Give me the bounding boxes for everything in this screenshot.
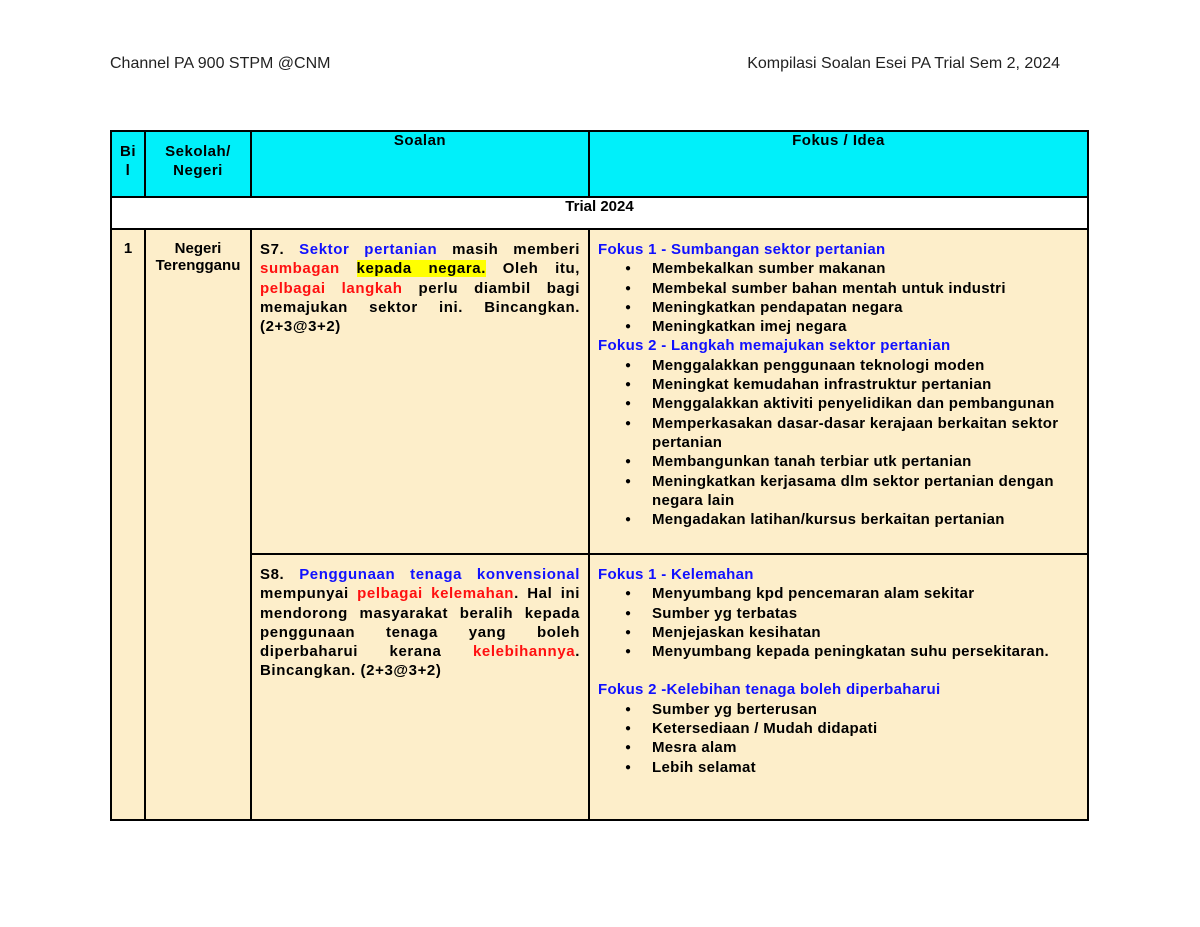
table-row [111, 229, 1088, 554]
fokus-title: Fokus 1 - Kelemahan [598, 566, 754, 583]
fokus-s8 [589, 554, 1088, 820]
list-item: ● Mesra alam [652, 738, 1079, 757]
list-item: ● Menggalakkan aktiviti penyelidikan dan pembangunan [652, 394, 1079, 413]
col-bil-header: Bil [111, 131, 145, 197]
question-s8: S8. Penggunaan tenaga konvensional mempunyai pelbagai kelemahan. Hal ini mendorong masyarakat beralih kepada penggunaan tenaga yang boleh diperbaharui kerana kelebihannya. Bincangkan. (2+3@3+2) [251, 554, 589, 820]
fokus-list [598, 356, 1079, 530]
col-fokus-header: Fokus / Idea [589, 131, 1088, 197]
table-header-row [111, 131, 1088, 197]
page-header-right: Kompilasi Soalan Esei PA Trial Sem 2, 2024 [747, 55, 1060, 72]
list-item: ● Meningkatkan pendapatan negara [652, 298, 1079, 317]
col-soalan-header: Soalan [251, 131, 589, 197]
list-item: ● Meningkatkan imej negara [652, 317, 1079, 336]
list-item: ● Membangunkan tanah terbiar utk pertanian [652, 452, 1079, 471]
list-item: ● Meningkatkan kerjasama dlm sektor pertanian dengan negara lain [652, 472, 1079, 511]
section-title: Trial 2024 [111, 197, 1088, 229]
row-bil: 1 [111, 229, 145, 820]
list-item: ● Ketersediaan / Mudah didapati [652, 719, 1079, 738]
page-header-left: Channel PA 900 STPM @CNM [110, 55, 331, 72]
list-item: ● Meningkat kemudahan infrastruktur pertanian [652, 375, 1079, 394]
list-item: ● Mengadakan latihan/kursus berkaitan pertanian [652, 510, 1079, 529]
list-item: ● Sumber yg berterusan [652, 700, 1079, 719]
list-item: ● Sumber yg terbatas [652, 604, 1079, 623]
list-item: ● Membekalkan sumber makanan [652, 259, 1079, 278]
fokus-list [598, 259, 1079, 336]
fokus-list [598, 584, 1079, 661]
essay-table [110, 130, 1089, 821]
col-sekolah-header: Sekolah/ Negeri [145, 131, 251, 197]
list-item: ● Memperkasakan dasar-dasar kerajaan berkaitan sektor pertanian [652, 414, 1079, 453]
fokus-title: Fokus 2 - Langkah memajukan sektor pertanian [598, 337, 951, 355]
list-item: ● Menggalakkan penggunaan teknologi moden [652, 356, 1079, 375]
list-item: ● Menyumbang kpd pencemaran alam sekitar [652, 584, 1079, 603]
list-item: ● Menjejaskan kesihatan [652, 623, 1079, 642]
list-item: ● Menyumbang kepada peningkatan suhu persekitaran. [652, 642, 1079, 661]
fokus-title: Fokus 1 - Sumbangan sektor pertanian [598, 241, 886, 258]
fokus-list [598, 700, 1079, 777]
list-item: ● Membekal sumber bahan mentah untuk industri [652, 279, 1079, 298]
question-s7: S7. Sektor pertanian masih memberi sumbagan kepada negara. Oleh itu, pelbagai langkah perlu diambil bagi memajukan sektor ini. Bincangkan. (2+3@3+2) [251, 229, 589, 554]
list-item: ● Lebih selamat [652, 758, 1079, 777]
row-sekolah: Negeri Terengganu [145, 229, 251, 820]
table-row [111, 554, 1088, 820]
fokus-s7 [589, 229, 1088, 554]
section-row [111, 197, 1088, 229]
fokus-title: Fokus 2 -Kelebihan tenaga boleh diperbaharui [598, 681, 941, 699]
